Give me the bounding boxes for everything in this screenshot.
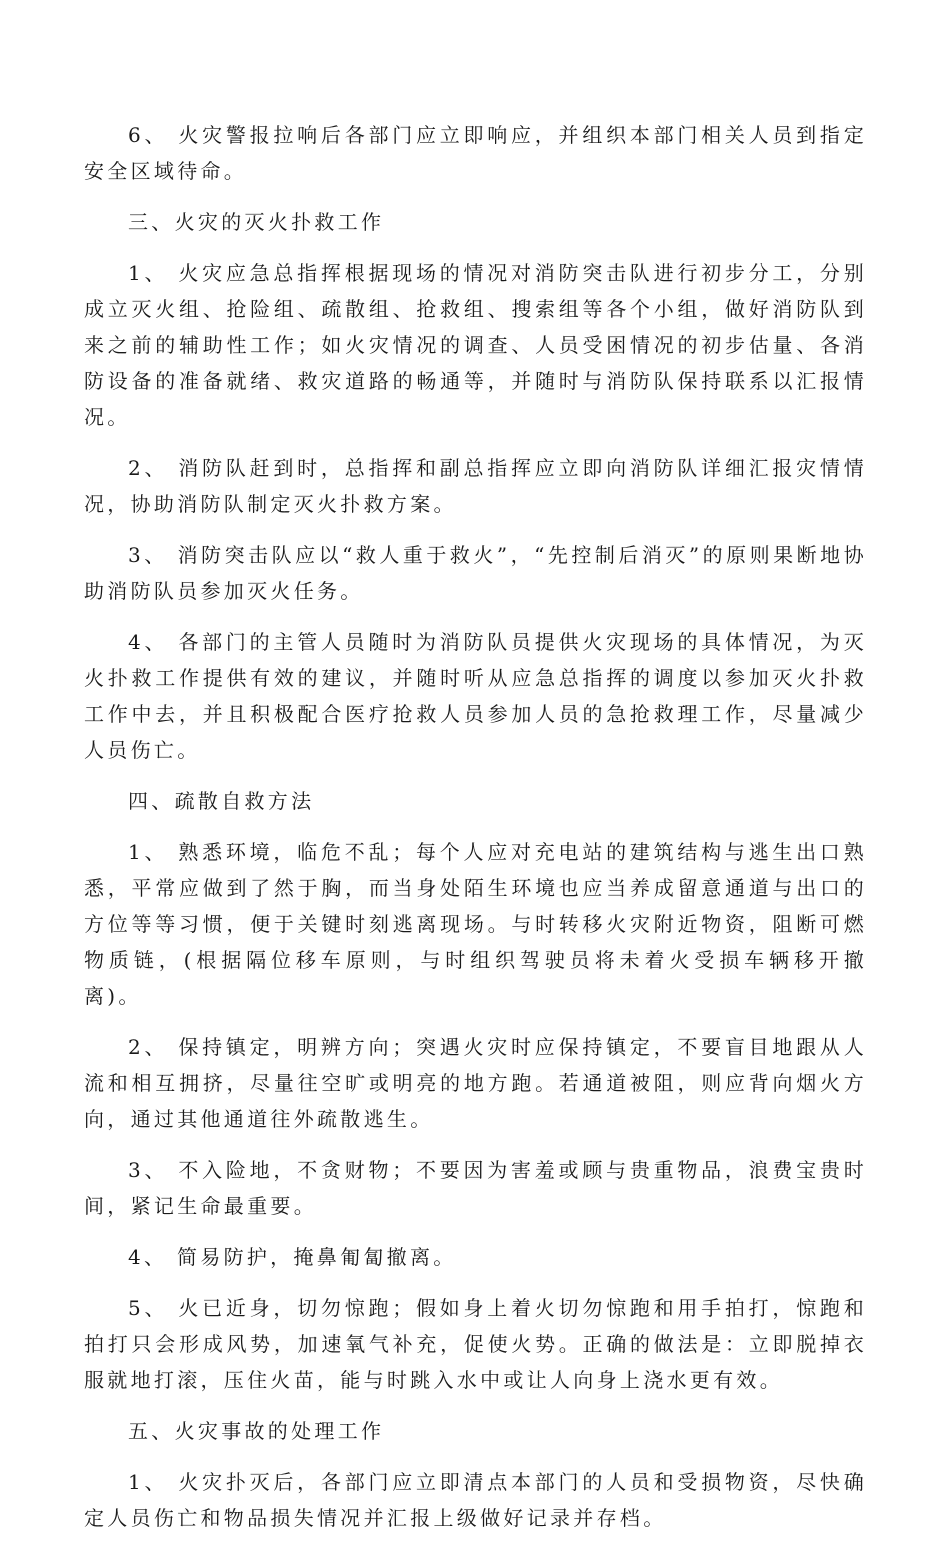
paragraph-evacuation-1: 1、 熟悉环境，临危不乱；每个人应对充电站的建筑结构与逃生出口熟悉，平常应做到了然于胸，而当身处陌生环境也应当养成留意通道与出口的方位等等习惯，便于关键时刻逃离现场。与时转移火灾附近物资，阻断可燃物质链，(根据隔位移车原则，与时组织驾驶员将未着火受损车辆移开撤离)。 [84,840,867,1008]
paragraph-evacuation-2: 2、 保持镇定，明辨方向；突遇火灾时应保持镇定，不要盲目地跟从人流和相互拥挤，尽量往空旷或明亮的地方跑。若通道被阻，则应背向烟火方向，通过其他通道往外疏散逃生。 [84,1035,867,1131]
paragraph-evacuation-5: 5、 火已近身，切勿惊跑；假如身上着火切勿惊跑和用手拍打，惊跑和拍打只会形成风势，加速氧气补充，促使火势。正确的做法是：立即脱掉衣服就地打滚，压住火苗，能与时跳入水中或让人向身上浇水更有效。 [84,1296,867,1392]
paragraph-evacuation-4: 4、 简易防护，掩鼻匍匐撤离。 [128,1245,457,1269]
section-heading-evacuation: 四、疏散自救方法 [128,789,315,813]
paragraph-aftermath-1: 1、 火灾扑灭后，各部门应立即清点本部门的人员和受损物资，尽快确定人员伤亡和物品损失情况并汇报上级做好记录并存档。 [84,1470,867,1530]
document-body [84,117,867,1551]
section-heading-firefighting: 三、火灾的灭火扑救工作 [128,210,385,234]
paragraph-firefighting-2: 2、 消防队赶到时，总指挥和副总指挥应立即向消防队详细汇报灾情情况，协助消防队制定灭火扑救方案。 [84,456,867,516]
paragraph-firefighting-3: 3、 消防突击队应以“救人重于救火”，“先控制后消灭”的原则果断地协助消防队员参加灭火任务。 [84,543,867,603]
paragraph-firefighting-4: 4、 各部门的主管人员随时为消防队员提供火灾现场的具体情况，为灭火扑救工作提供有效的建议，并随时听从应急总指挥的调度以参加灭火扑救工作中去，并且积极配合医疗抢救人员参加人员的急抢救理工作，尽量减少人员伤亡。 [84,630,867,762]
paragraph-evacuation-3: 3、 不入险地，不贪财物；不要因为害羞或顾与贵重物品，浪费宝贵时间，紧记生命最重要。 [84,1158,867,1218]
paragraph-item-6-alarm-response: 6、 火灾警报拉响后各部门应立即响应，并组织本部门相关人员到指定安全区域待命。 [84,123,867,183]
section-heading-aftermath: 五、火灾事故的处理工作 [128,1419,385,1443]
paragraph-firefighting-1: 1、 火灾应急总指挥根据现场的情况对消防突击队进行初步分工，分别成立灭火组、抢险组、疏散组、抢救组、搜索组等各个小组，做好消防队到来之前的辅助性工作；如火灾情况的调查、人员受困情况的初步估量、各消防设备的准备就绪、救灾道路的畅通等，并随时与消防队保持联系以汇报情况。 [84,261,867,429]
